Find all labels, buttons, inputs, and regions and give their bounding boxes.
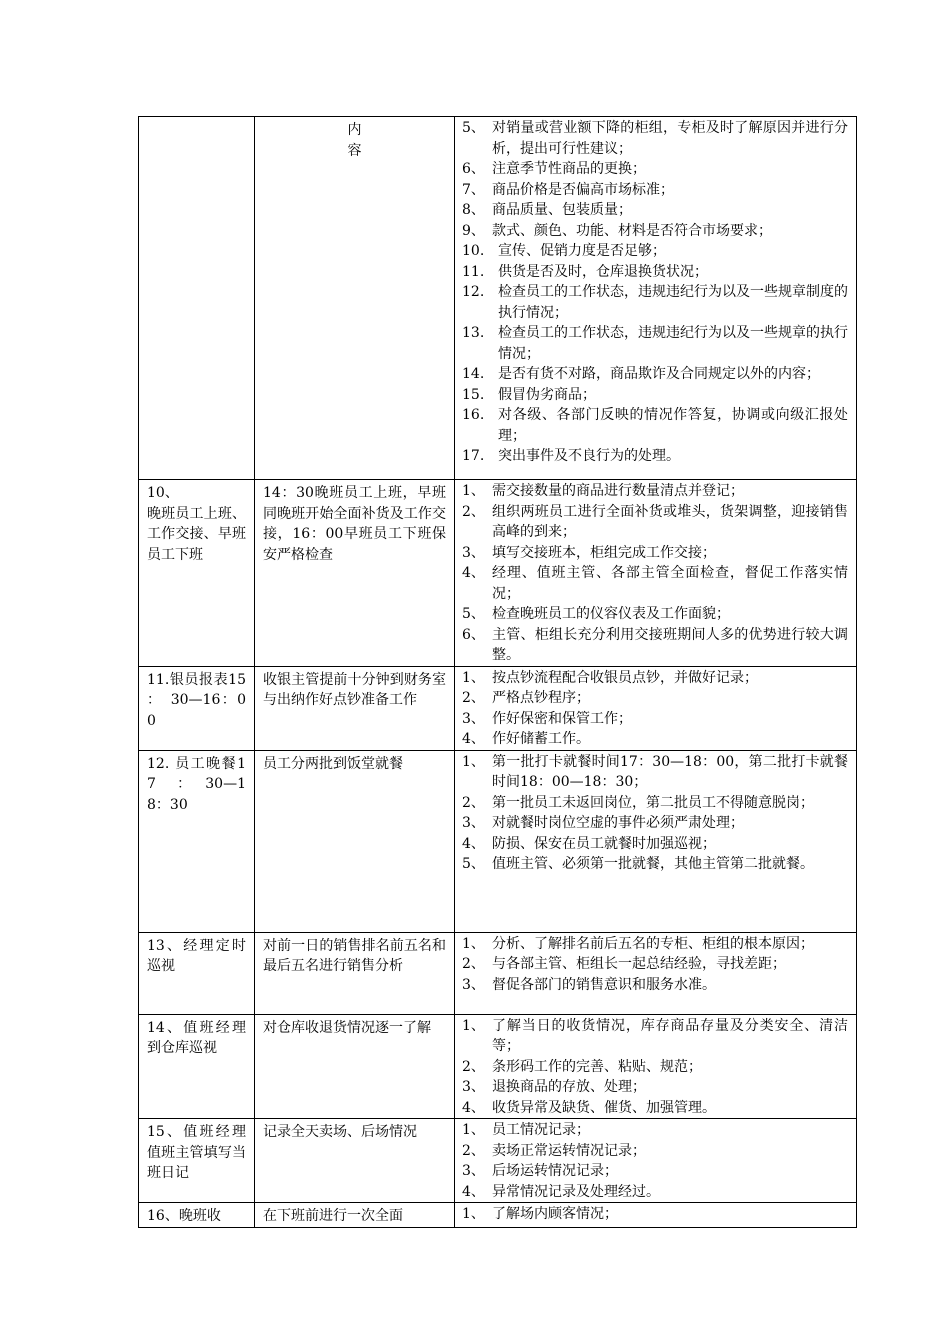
item-text: 与各部主管、柜组长一起总结经验，寻找差距； xyxy=(492,956,786,972)
step-title: 13、经理定时巡视 xyxy=(147,937,246,974)
item-text: 对销量或营业额下降的柜组，专柜及时了解原因并进行分析，提出可行性建议； xyxy=(492,120,848,157)
item-number: 3、 xyxy=(462,1163,485,1179)
table-row xyxy=(139,1119,857,1203)
list-item xyxy=(462,1120,848,1141)
item-text: 防损、保安在员工就餐时加强巡视； xyxy=(492,835,716,852)
table-row xyxy=(139,1203,857,1228)
item-number: 2、 xyxy=(462,503,485,520)
item-text: 检查晚班员工的仪容仪表及工作面貌； xyxy=(492,606,730,622)
step-cell xyxy=(139,750,255,932)
list-item xyxy=(462,1098,848,1119)
item-number: 14. xyxy=(462,366,485,382)
item-number: 2、 xyxy=(462,794,485,811)
item-text: 了解场内顾客情况； xyxy=(492,1206,618,1222)
item-text: 第一批员工未返回岗位，第二批员工不得随意脱岗； xyxy=(492,794,814,811)
list-item xyxy=(462,1077,848,1098)
item-text: 宣传、促销力度是否足够； xyxy=(498,243,666,259)
list-item xyxy=(462,241,848,262)
item-number: 3、 xyxy=(462,544,485,561)
item-number: 4、 xyxy=(462,835,485,852)
item-text: 督促各部门的销售意识和服务水准。 xyxy=(492,976,716,993)
item-text: 是否有货不对路，商品欺诈及合同规定以外的内容； xyxy=(498,366,820,382)
item-text: 值班主管、必须第一批就餐，其他主管第二批就餐。 xyxy=(492,856,814,872)
step-cell xyxy=(139,666,260,750)
item-number: 4、 xyxy=(462,731,485,747)
table-row xyxy=(139,932,857,1014)
list-item xyxy=(462,221,848,242)
step-cell xyxy=(139,1119,255,1203)
item-text: 假冒伪劣商品； xyxy=(498,386,596,403)
details-cell xyxy=(455,117,857,480)
item-number: 11. xyxy=(462,263,485,280)
item-text: 作好储蓄工作。 xyxy=(492,731,590,747)
item-number: 2、 xyxy=(462,1142,485,1159)
item-text: 检查员工的工作状态，违规违纪行为以及一些规章的执行情况； xyxy=(498,325,848,362)
item-number: 6、 xyxy=(462,161,485,177)
list-item xyxy=(462,502,848,543)
list-item xyxy=(462,118,848,159)
list-item xyxy=(462,180,848,201)
list-item xyxy=(462,1182,848,1203)
list-item xyxy=(462,934,848,955)
details-cell xyxy=(455,480,857,667)
item-number: 4、 xyxy=(462,1099,485,1116)
step-cell xyxy=(139,480,255,667)
detail-list xyxy=(455,933,856,996)
task-cell xyxy=(255,1203,455,1228)
item-number: 8、 xyxy=(462,202,485,218)
item-text: 经理、值班主管、各部主管全面检查，督促工作落实情况； xyxy=(492,565,848,602)
list-item xyxy=(462,1204,848,1225)
item-text: 第一批打卡就餐时间17：30—18：00，第二批打卡就餐时间18：00—18：30； xyxy=(492,753,848,790)
task-description: 内 容 xyxy=(347,122,362,159)
item-text: 填写交接班本，柜组完成工作交接； xyxy=(492,544,716,561)
step-title: 11.银员报表15 ： 30—16：00 xyxy=(147,671,260,729)
task-cell xyxy=(255,666,455,750)
item-text: 异常情况记录及处理经过。 xyxy=(492,1183,660,1200)
step-cell xyxy=(139,1014,255,1119)
list-item xyxy=(462,668,848,689)
table-row xyxy=(139,750,857,932)
table-body xyxy=(139,117,857,1228)
item-number: 1、 xyxy=(462,1122,485,1138)
item-number: 5、 xyxy=(462,856,485,872)
list-item xyxy=(462,282,848,323)
item-number: 6、 xyxy=(462,626,485,643)
item-number: 10. xyxy=(462,243,485,259)
item-number: 7、 xyxy=(462,181,485,198)
item-text: 供货是否及时，仓库退换货状况； xyxy=(498,263,708,280)
list-item xyxy=(462,405,848,446)
item-text: 主管、柜组长充分利用交接班期间人多的优势进行较大调整。 xyxy=(492,626,848,663)
task-description: 在下班前进行一次全面 xyxy=(263,1208,403,1224)
item-text: 分析、了解排名前后五名的专柜、柜组的根本原因； xyxy=(492,935,814,952)
task-cell xyxy=(255,480,455,667)
item-text: 检查员工的工作状态，违规违纪行为以及一些规章制度的执行情况； xyxy=(498,284,848,321)
item-text: 严格点钞程序； xyxy=(492,690,590,706)
item-number: 1、 xyxy=(462,753,485,770)
detail-list xyxy=(455,1119,856,1202)
item-number: 2、 xyxy=(462,956,485,972)
task-cell xyxy=(255,932,455,1014)
item-number: 3、 xyxy=(462,1079,485,1095)
task-description: 对前一日的销售排名前五名和最后五名进行销售分析 xyxy=(263,937,446,974)
detail-list xyxy=(455,1203,856,1225)
list-item xyxy=(462,1161,848,1182)
item-text: 对就餐时岗位空虚的事件必须严肃处理； xyxy=(492,815,744,831)
item-text: 组织两班员工进行全面补货或堆头，货架调整，迎接销售高峰的到来； xyxy=(492,503,848,540)
item-number: 17. xyxy=(462,448,485,464)
table-row xyxy=(139,480,857,667)
list-item xyxy=(462,729,848,750)
step-title: 14、值班经理到仓库巡视 xyxy=(147,1019,246,1056)
list-item xyxy=(462,323,848,364)
item-number: 15. xyxy=(462,386,485,403)
table-row xyxy=(139,117,857,480)
item-number: 1、 xyxy=(462,483,485,499)
procedure-table xyxy=(138,116,857,1228)
task-description: 对仓库收退货情况逐一了解 xyxy=(263,1019,431,1036)
list-item xyxy=(462,752,848,793)
task-description: 14：30晚班员工上班，早班同晚班开始全面补货及工作交接，16：00早班员工下班保安严格检查 xyxy=(263,485,446,563)
item-number: 3、 xyxy=(462,710,485,727)
item-text: 条形码工作的完善、粘贴、规范； xyxy=(492,1058,702,1075)
item-text: 款式、颜色、功能、材料是否符合市场要求； xyxy=(492,222,772,239)
item-text: 后场运转情况记录； xyxy=(492,1163,618,1179)
list-item xyxy=(462,975,848,996)
detail-list xyxy=(455,480,856,666)
list-item xyxy=(462,604,848,625)
detail-list xyxy=(455,117,856,467)
item-number: 4、 xyxy=(462,565,485,581)
list-item xyxy=(462,1016,848,1057)
details-cell xyxy=(455,1119,857,1203)
item-number: 9、 xyxy=(462,222,485,239)
details-cell xyxy=(455,1014,857,1119)
item-text: 卖场正常运转情况记录； xyxy=(492,1142,646,1159)
step-title xyxy=(139,117,254,120)
item-number: 3、 xyxy=(462,976,485,993)
item-number: 12. xyxy=(462,284,485,300)
list-item xyxy=(462,709,848,730)
list-item xyxy=(462,834,848,855)
step-cell xyxy=(139,1203,255,1228)
details-cell xyxy=(455,750,857,932)
detail-list xyxy=(455,751,856,875)
item-text: 了解当日的收货情况，库存商品存量及分类安全、清洁等； xyxy=(492,1017,848,1054)
item-number: 3、 xyxy=(462,815,485,831)
item-number: 4、 xyxy=(462,1183,485,1200)
list-item xyxy=(462,854,848,875)
list-item xyxy=(462,446,848,467)
list-item xyxy=(462,262,848,283)
task-cell xyxy=(255,1119,455,1203)
item-text: 员工情况记录； xyxy=(492,1122,590,1138)
task-description: 收银主管提前十分钟到财务室与出纳作好点钞准备工作 xyxy=(263,671,446,708)
list-item xyxy=(462,813,848,834)
item-text: 收货异常及缺货、催货、加强管理。 xyxy=(492,1099,716,1116)
step-title: 16、晚班收 xyxy=(147,1208,221,1224)
step-title: 10、 晚班员工上班、工作交接、早班员工下班 xyxy=(147,485,246,563)
item-number: 2、 xyxy=(462,1058,485,1075)
step-title: 12. 员工晚餐17 ： 30—18：30 xyxy=(147,755,246,813)
table-row xyxy=(139,1014,857,1119)
list-item xyxy=(462,793,848,814)
details-cell xyxy=(455,932,857,1014)
step-title: 15、值班经理值班主管填写当班日记 xyxy=(147,1124,246,1181)
item-number: 5、 xyxy=(462,606,485,622)
item-text: 突出事件及不良行为的处理。 xyxy=(498,448,680,464)
item-number: 1、 xyxy=(462,669,485,686)
item-number: 5、 xyxy=(462,120,485,136)
task-cell xyxy=(255,750,455,932)
item-text: 注意季节性商品的更换； xyxy=(492,161,646,177)
item-text: 对各级、各部门反映的情况作答复，协调或向级汇报处理； xyxy=(498,407,848,444)
list-item xyxy=(462,1057,848,1078)
item-text: 商品价格是否偏高市场标准； xyxy=(492,181,674,198)
detail-list xyxy=(455,667,856,750)
list-item xyxy=(462,1141,848,1162)
step-cell xyxy=(139,932,255,1014)
item-text: 退换商品的存放、处理； xyxy=(492,1079,646,1095)
item-number: 1、 xyxy=(462,1206,485,1222)
list-item xyxy=(462,364,848,385)
details-cell xyxy=(455,1203,857,1228)
item-number: 13. xyxy=(462,325,485,341)
detail-list xyxy=(455,1015,856,1119)
list-item xyxy=(462,688,848,709)
task-cell xyxy=(255,117,455,480)
item-text: 按点钞流程配合收银员点钞，并做好记录； xyxy=(492,669,758,686)
details-cell xyxy=(455,666,857,750)
item-number: 1、 xyxy=(462,1017,485,1034)
list-item xyxy=(462,159,848,180)
item-text: 需交接数量的商品进行数量清点并登记； xyxy=(492,483,744,499)
item-text: 商品质量、包装质量； xyxy=(492,202,632,218)
list-item xyxy=(462,954,848,975)
task-cell xyxy=(255,1014,455,1119)
task-description: 员工分两批到饭堂就餐 xyxy=(263,755,403,772)
list-item xyxy=(462,543,848,564)
list-item xyxy=(462,200,848,221)
task-description: 记录全天卖场、后场情况 xyxy=(263,1124,417,1140)
step-cell xyxy=(139,117,255,480)
list-item xyxy=(462,385,848,406)
item-text: 作好保密和保管工作； xyxy=(492,710,632,727)
list-item xyxy=(462,563,848,604)
item-number: 2、 xyxy=(462,690,485,706)
list-item xyxy=(462,625,848,666)
item-number: 16. xyxy=(462,407,485,423)
table-row xyxy=(139,666,857,750)
list-item xyxy=(462,481,848,502)
item-number: 1、 xyxy=(462,935,485,952)
